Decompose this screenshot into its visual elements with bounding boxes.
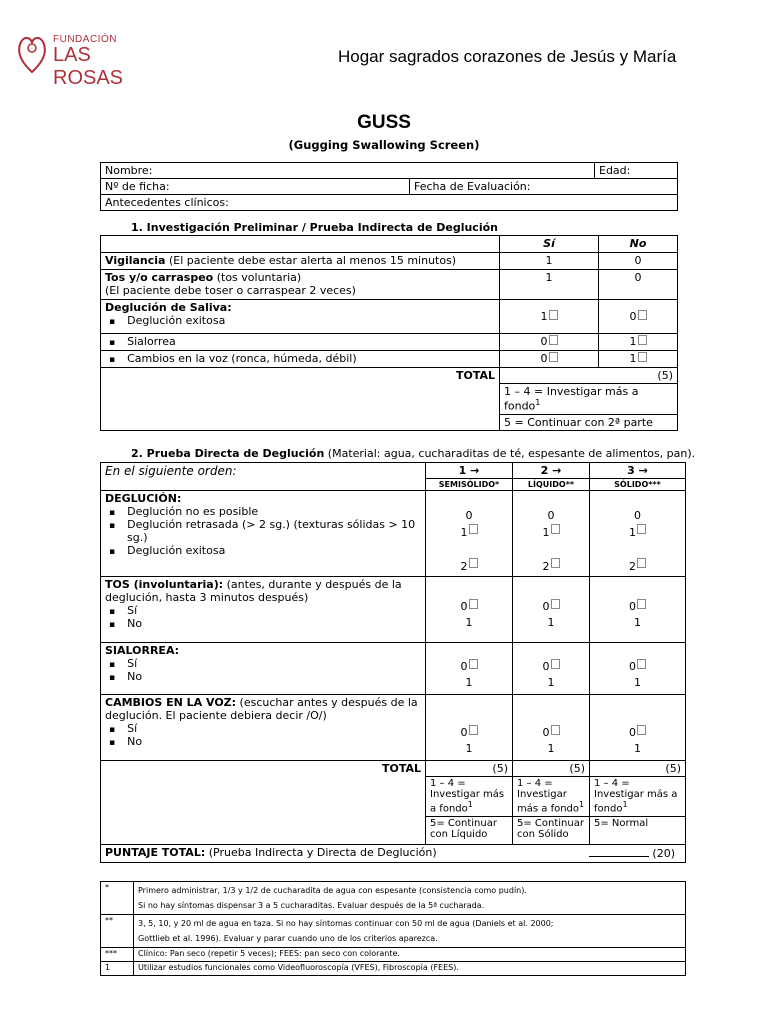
- order-label: En el siguiente orden:: [101, 463, 426, 491]
- cough2-no-item: ▪ No: [127, 617, 421, 630]
- page-header: Hogar sagrados corazones de Jesús y María: [338, 47, 677, 66]
- file-number-field[interactable]: Nº de ficha:: [101, 179, 410, 195]
- voice2-col1: 0 1: [426, 695, 513, 761]
- cough2-yes-item: ▪ Sí: [127, 604, 421, 617]
- swallow-item-impossible: ▪ Deglución no es posible: [127, 505, 421, 518]
- col1-semisolid: SEMISÓLIDO*: [426, 479, 513, 491]
- total-score-row: [101, 845, 686, 863]
- drooling2-no-item: ▪ No: [127, 670, 421, 683]
- voice-yes: 0: [500, 351, 599, 368]
- cough-no[interactable]: 0: [599, 270, 678, 300]
- foundation-logo: [17, 30, 157, 89]
- checkbox-icon[interactable]: [638, 335, 647, 345]
- checkbox-icon[interactable]: [551, 558, 560, 568]
- checkbox-icon[interactable]: [551, 599, 560, 609]
- voice-section: [101, 695, 426, 761]
- s1-total-label: TOTAL: [101, 368, 500, 431]
- checkbox-icon[interactable]: [549, 310, 558, 320]
- swallow-item-delayed: ▪ Deglución retrasada (> 2 sg.) (texturas sólidas > 10 sg.): [127, 518, 421, 544]
- cough2-label: TOS (involuntaria):: [105, 578, 224, 591]
- s2-total-col3[interactable]: (5): [590, 761, 686, 777]
- footnotes-table: [100, 881, 686, 976]
- cough-desc: (tos voluntaria): [213, 271, 302, 284]
- s2-continue-solid: 5= Continuar con Sólido: [513, 817, 590, 845]
- saliva-row: [101, 300, 500, 334]
- swallow-col3: 0 1 2: [590, 491, 686, 577]
- note-mark: ***: [101, 948, 134, 962]
- col1-number: 1 →: [426, 463, 513, 479]
- s2-total-col1[interactable]: (5): [426, 761, 513, 777]
- cough2-col1: 0 1: [426, 577, 513, 643]
- cough2-desc: (antes, durante y después de la deglución, hasta 3 minutos después): [105, 578, 402, 604]
- checkbox-icon[interactable]: [551, 725, 560, 735]
- checkbox-icon[interactable]: [469, 599, 478, 609]
- col2-number: 2 →: [513, 463, 590, 479]
- total-score-blank[interactable]: [589, 846, 649, 857]
- checkbox-icon[interactable]: [469, 659, 478, 669]
- note-1: Primero administrar, 1/3 y 1/2 de cucharadita de agua con espesante (consistencia como pudín). Si no hay síntomas dispensar 3 a 5 cucharaditas. Evaluar después de la 5ª cucharada.: [134, 882, 686, 915]
- vigilance-row: [101, 253, 500, 270]
- rose-heart-icon: [17, 30, 47, 76]
- checkbox-icon[interactable]: [549, 335, 558, 345]
- swallow-section: [101, 491, 426, 577]
- cough-row: [101, 270, 500, 300]
- checkbox-icon[interactable]: [551, 524, 560, 534]
- total-score-desc: (Prueba Indirecta y Directa de Deglución): [205, 846, 437, 859]
- vigilance-desc: (El paciente debe estar alerta al menos 15 minutos): [165, 254, 457, 267]
- name-field[interactable]: Nombre:: [101, 163, 595, 179]
- page-subtitle: (Gugging Swallowing Screen): [288, 138, 480, 152]
- note-4: Utilizar estudios funcionales como Videofluoroscopía (VFES), Fibroscopía (FEES).: [134, 962, 686, 976]
- total-score-label: PUNTAJE TOTAL:: [105, 846, 206, 859]
- checkbox-icon[interactable]: [549, 352, 558, 362]
- voice2-col3: 0 1: [590, 695, 686, 761]
- clinical-history-field[interactable]: Antecedentes clínicos:: [101, 195, 678, 211]
- voice2-desc: (escuchar antes y después de la deglución. El paciente debiera decir /O/): [105, 696, 418, 722]
- voice2-label: CAMBIOS EN LA VOZ:: [105, 696, 237, 709]
- vigilance-label: Vigilancia: [105, 254, 166, 267]
- saliva-label: Deglución de Saliva:: [105, 301, 232, 314]
- s1-total-value[interactable]: (5): [500, 368, 678, 384]
- yes-header: Sí: [500, 236, 599, 253]
- swallow-col1: 0 1 2: [426, 491, 513, 577]
- s1-result1: 1 – 4 = Investigar más a fondo$^1$: [500, 384, 678, 415]
- saliva-no: 0: [599, 300, 678, 334]
- saliva-item-success: ▪ Deglución exitosa: [127, 314, 495, 327]
- cough2-col2: 0 1: [513, 577, 590, 643]
- checkbox-icon[interactable]: [637, 725, 646, 735]
- voice2-no-item: ▪ No: [127, 735, 421, 748]
- logo-line2: LAS ROSAS: [53, 44, 124, 89]
- s2-total-label: TOTAL: [101, 761, 426, 845]
- note-2: 3, 5, 10, y 20 ml de agua en taza. Si no hay síntomas continuar con 50 ml de agua (Daniels et al. 2000; Gottlieb et al. 1996). Evaluar y parar cuando uno de los criterios aparezca.: [134, 915, 686, 948]
- swallow-item-success: ▪ Deglución exitosa: [127, 544, 421, 557]
- page-title: GUSS: [357, 112, 411, 133]
- cough2-col3: 0 1: [590, 577, 686, 643]
- drooling2-col3: 0 1: [590, 643, 686, 695]
- logo-line1: FUNDACIÓN: [53, 34, 117, 45]
- s2-inv-col1: 1 – 4 = Investigar más a fondo$^1$: [426, 777, 513, 817]
- s2-normal: 5= Normal: [590, 817, 686, 845]
- swallow-col2: 0 1 2: [513, 491, 590, 577]
- checkbox-icon[interactable]: [638, 352, 647, 362]
- checkbox-icon[interactable]: [638, 310, 647, 320]
- checkbox-icon[interactable]: [551, 659, 560, 669]
- no-header: No: [599, 236, 678, 253]
- drooling-section: [101, 643, 426, 695]
- checkbox-icon[interactable]: [637, 599, 646, 609]
- vigilance-no[interactable]: 0: [599, 253, 678, 270]
- note-mark: **: [101, 915, 134, 948]
- col2-liquid: LÍQUIDO**: [513, 479, 590, 491]
- evaluation-date-field[interactable]: Fecha de Evaluación:: [410, 179, 678, 195]
- section1-heading: 1. Investigación Preliminar / Prueba Indirecta de Deglución: [131, 221, 498, 234]
- patient-info-table: [100, 162, 678, 211]
- voice2-col2: 0 1: [513, 695, 590, 761]
- drooling-no: 1: [599, 334, 678, 351]
- voice2-yes-item: ▪ Sí: [127, 722, 421, 735]
- cough-section: [101, 577, 426, 643]
- drooling2-col1: 0 1: [426, 643, 513, 695]
- drooling2-yes-item: ▪ Sí: [127, 657, 421, 670]
- drooling2-label: SIALORREA:: [105, 644, 180, 657]
- note-mark: 1: [101, 962, 134, 976]
- s2-inv-col2: 1 – 4 = Investigar más a fondo$^1$: [513, 777, 590, 817]
- cough-yes[interactable]: 1: [500, 270, 599, 300]
- checkbox-icon[interactable]: [469, 725, 478, 735]
- checkbox-icon[interactable]: [637, 659, 646, 669]
- swallow-label: DEGLUCIÓN:: [105, 492, 182, 505]
- drooling2-col2: 0 1: [513, 643, 590, 695]
- col3-number: 3 →: [590, 463, 686, 479]
- s1-result2: 5 = Continuar con 2ª parte: [500, 414, 678, 430]
- saliva-item-voice: ▪ Cambios en la voz (ronca, húmeda, débil): [127, 352, 495, 365]
- total-score-value: (20): [589, 846, 675, 860]
- s2-total-col2[interactable]: (5): [513, 761, 590, 777]
- section1-table: [100, 235, 678, 431]
- checkbox-icon[interactable]: [637, 558, 646, 568]
- s2-continue-liquid: 5= Continuar con Líquido: [426, 817, 513, 845]
- section2-table: [100, 462, 686, 863]
- checkbox-icon[interactable]: [469, 524, 478, 534]
- checkbox-icon[interactable]: [469, 558, 478, 568]
- checkbox-icon[interactable]: [637, 524, 646, 534]
- note-3: Clínico: Pan seco (repetir 5 veces); FEES: pan seco con colorante.: [134, 948, 686, 962]
- vigilance-yes[interactable]: 1: [500, 253, 599, 270]
- saliva-yes: 1: [500, 300, 599, 334]
- age-field[interactable]: Edad:: [595, 163, 678, 179]
- s2-inv-col3: 1 – 4 = Investigar más a fondo$^1$: [590, 777, 686, 817]
- drooling-yes: 0: [500, 334, 599, 351]
- note-mark: *: [101, 882, 134, 915]
- cough-desc2: (El paciente debe toser o carraspear 2 veces): [105, 284, 356, 297]
- col3-solid: SÓLIDO***: [590, 479, 686, 491]
- voice-no: 1: [599, 351, 678, 368]
- saliva-item-drooling: ▪ Sialorrea: [127, 335, 495, 348]
- section2-heading: 2. Prueba Directa de Deglución (Material: agua, cucharaditas de té, espesante de alimentos, pan).: [131, 447, 696, 460]
- cough-label: Tos y/o carraspeo: [105, 271, 214, 284]
